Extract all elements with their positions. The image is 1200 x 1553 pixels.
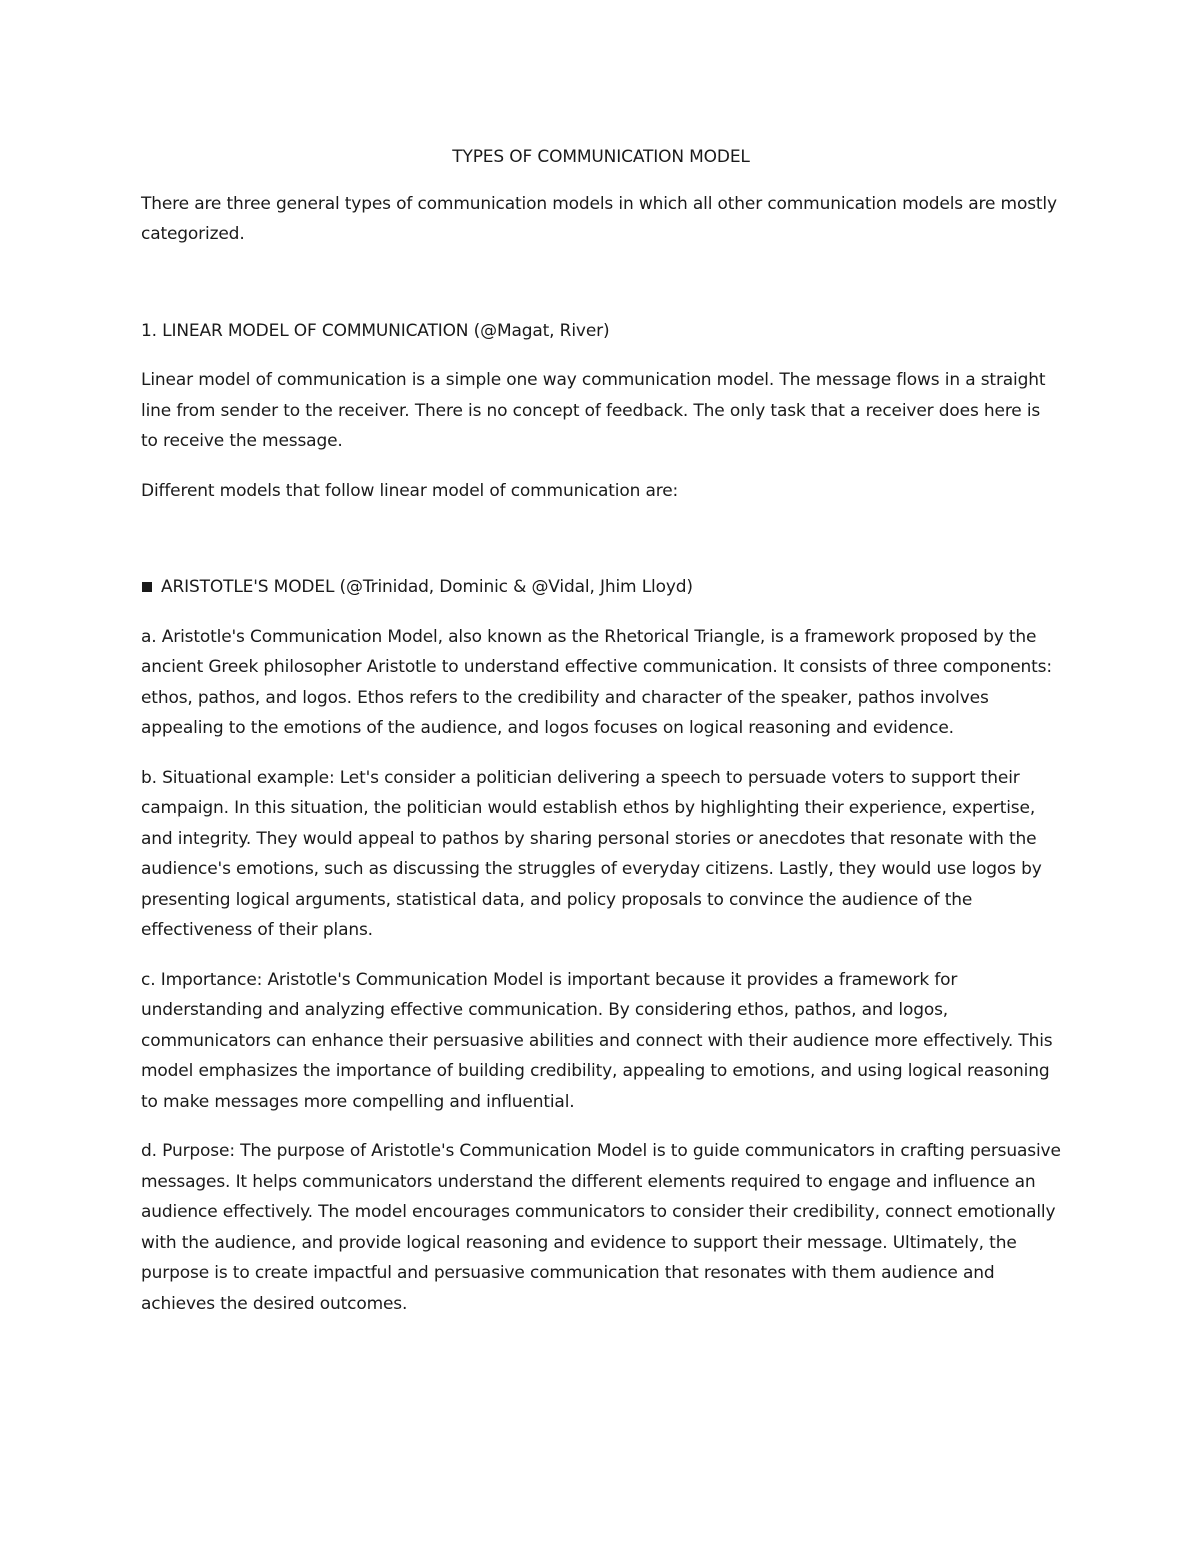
square-bullet-icon <box>142 582 152 592</box>
linear-model-heading: 1. LINEAR MODEL OF COMMUNICATION (@Magat, River) <box>141 320 610 341</box>
aristotle-model-heading <box>141 572 1061 603</box>
document-page <box>141 142 1061 1338</box>
aristotle-definition-paragraph: a. Aristotle's Communication Model, also known as the Rhetorical Triangle, is a framework proposed by the ancient Greek philosopher Aristotle to understand effective communication. It consists of three components: ethos, pathos, and logos. Ethos refers to the credibility and character of the speaker, pathos involves appealing to the emotions of the audience, and logos focuses on logical reasoning and evidence. <box>141 626 1052 738</box>
aristotle-model-heading-text: ARISTOTLE'S MODEL (@Trinidad, Dominic & @Vidal, Jhim Lloyd) <box>161 577 693 597</box>
aristotle-importance-paragraph: c. Importance: Aristotle's Communication Model is important because it provides a framework for understanding and analyzing effective communication. By considering ethos, pathos, and logos, communicators can enhance their persuasive abilities and connect with their audience more effectively. This model emphasizes the importance of building credibility, appealing to emotions, and using logical reasoning to make messages more compelling and influential. <box>141 969 1053 1112</box>
document-title: TYPES OF COMMUNICATION MODEL <box>452 147 750 167</box>
intro-paragraph: There are three general types of communication models in which all other communication models are mostly categorized. <box>141 193 1057 244</box>
aristotle-example-paragraph: b. Situational example: Let's consider a politician delivering a speech to persuade voters to support their campaign. In this situation, the politician would establish ethos by highlighting their experience, expertise, and integrity. They would appeal to pathos by sharing personal stories or anecdotes that resonate with the audience's emotions, such as discussing the struggles of everyday citizens. Lastly, they would use logos by presenting logical arguments, statistical data, and policy proposals to convince the audience of the effectiveness of their plans. <box>141 767 1042 940</box>
aristotle-purpose-paragraph: d. Purpose: The purpose of Aristotle's Communication Model is to guide communicators in crafting persuasive messages. It helps communicators understand the different elements required to engage and influence an audience effectively. The model encourages communicators to consider their credibility, connect emotionally with the audience, and provide logical reasoning and evidence to support their message. Ultimately, the purpose is to create impactful and persuasive communication that resonates with them audience and achieves the desired outcomes. <box>141 1141 1061 1314</box>
linear-models-list-intro: Different models that follow linear model of communication are: <box>141 480 679 501</box>
linear-model-paragraph: Linear model of communication is a simple one way communication model. The message flows in a straight line from sender to the receiver. There is no concept of feedback. The only task that a receiver does here is to receive the message. <box>141 370 1046 451</box>
